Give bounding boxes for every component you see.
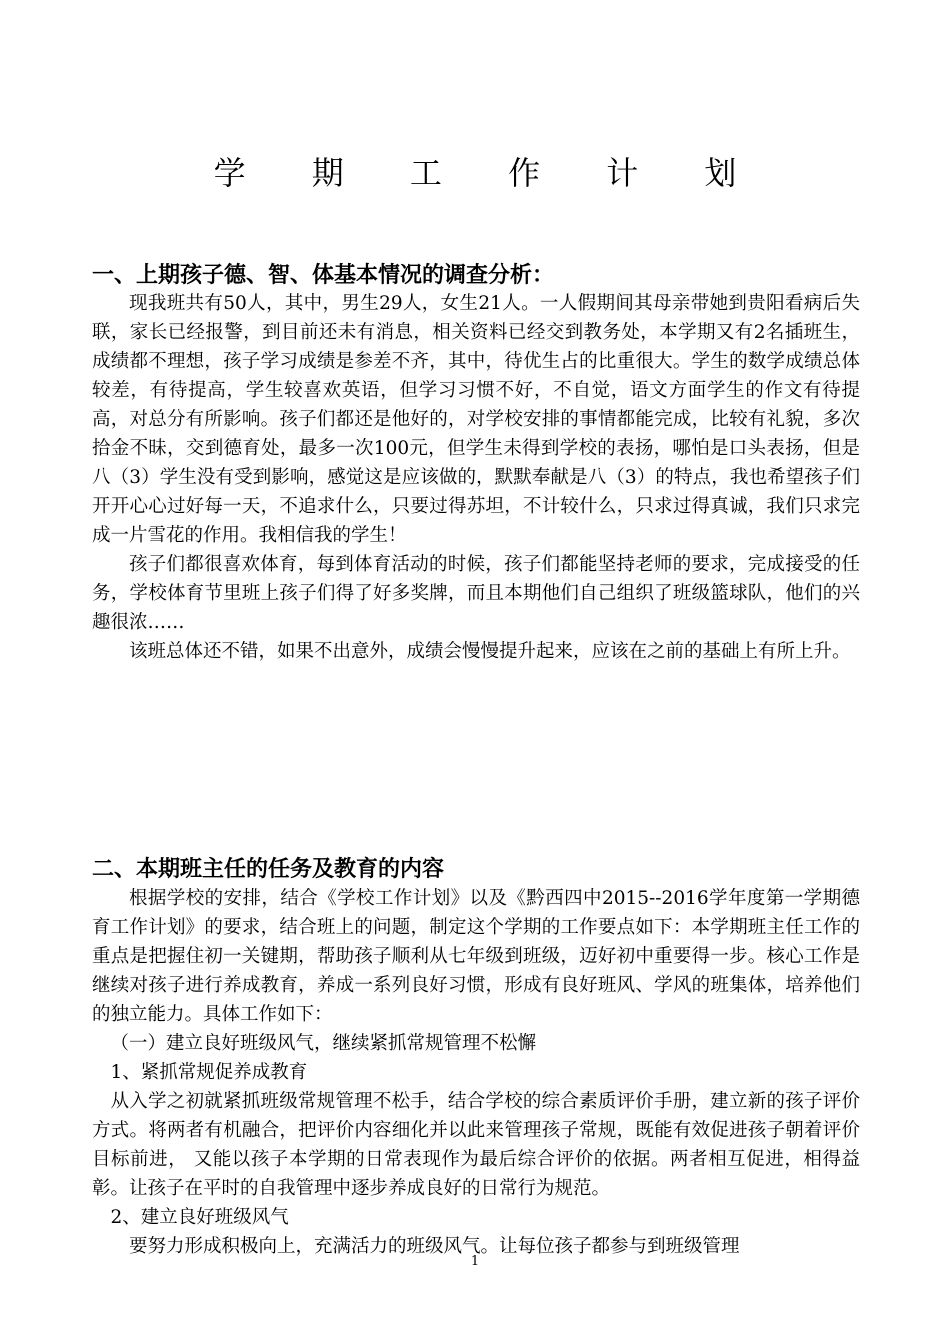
paragraph: 该班总体还不错，如果不出意外，成绩会慢慢提升起来，应该在之前的基础上有所上升。 xyxy=(129,641,851,662)
list-item-heading: 1、紧抓常规促养成教育 xyxy=(110,1062,308,1083)
paragraph: 现我班共有50人，其中，男生29人，女生21人。一人假期间其母亲带她到贵阳看病后失联，家长已经报警，到目前还未有消息，相关资料已经交到教务处，本学期又有2名插班生，成绩都不理想，孩子学习成绩是参差不齐，其中，待优生占的比重很大。学生的数学成绩总体较差，有待提高，学生较喜欢英语，但学习习惯不好，不自觉，语文方面学生的作文有待提高，对总分有所影响。孩子们都还是他好的，对学校安排的事情都能完成，比较有礼貌，多次拾金不昧，交到德育处，最多一次100元，但学生未得到学校的表扬，哪怕是口头表扬，但是八（3）学生没有受到影响，感觉这是应该做的，默默奉献是八（3）的特点，我也希望孩子们开开心心过好每一天，不追求什么，只要过得苏坦，不计较什么，只求过得真诚，我们只求完成一片雪花的作用。我相信我的学生！ xyxy=(92,293,860,546)
list-item-heading: 2、建立良好班级风气 xyxy=(110,1207,289,1228)
paragraph: 孩子们都很喜欢体育，每到体育活动的时候，孩子们都能坚持老师的要求，完成接受的任务，学校体育节里班上孩子们得了好多奖牌，而且本期他们自己组织了班级篮球队，他们的兴趣很浓…… xyxy=(92,554,860,633)
section-2-body xyxy=(92,884,860,1261)
section-1-heading: 一、上期孩子德、智、体基本情况的调查分析： xyxy=(92,263,555,288)
page-number: 1 xyxy=(470,1254,480,1269)
paragraph: 根据学校的安排，结合《学校工作计划》以及《黔西四中2015--2016学年度第一学期德育工作计划》的要求，结合班上的问题，制定这个学期的工作要点如下：本学期班主任工作的重点是把握住初一关键期，帮助孩子顺利从七年级到班级，迈好初中重要得一步。核心工作是继续对孩子进行养成教育，养成一系列良好习惯，形成有良好班风、学风的班集体，培养他们的独立能力。具体工作如下： xyxy=(92,888,860,1025)
page-title: 学 期 工 作 计 划 xyxy=(213,154,765,192)
section-2-heading: 二、本期班主任的任务及教育的内容 xyxy=(92,857,445,882)
paragraph: 要努力形成积极向上，充满活力的班级风气。让每位孩子都参与到班级管理 xyxy=(129,1236,740,1257)
subheading: （一）建立良好班级风气，继续紧抓常规管理不松懈 xyxy=(110,1033,537,1054)
section-1-body xyxy=(92,289,860,666)
paragraph: 从入学之初就紧抓班级常规管理不松手，结合学校的综合素质评价手册，建立新的孩子评价方式。将两者有机融合，把评价内容细化并以此来管理孩子常规，既能有效促进孩子朝着评价目标前进， 又能以孩子本学期的日常表现作为最后综合评价的依据。两者相互促进，相得益彰。让孩子在平时的自我管理中逐步养成良好的日常行为规范。 xyxy=(92,1091,860,1199)
